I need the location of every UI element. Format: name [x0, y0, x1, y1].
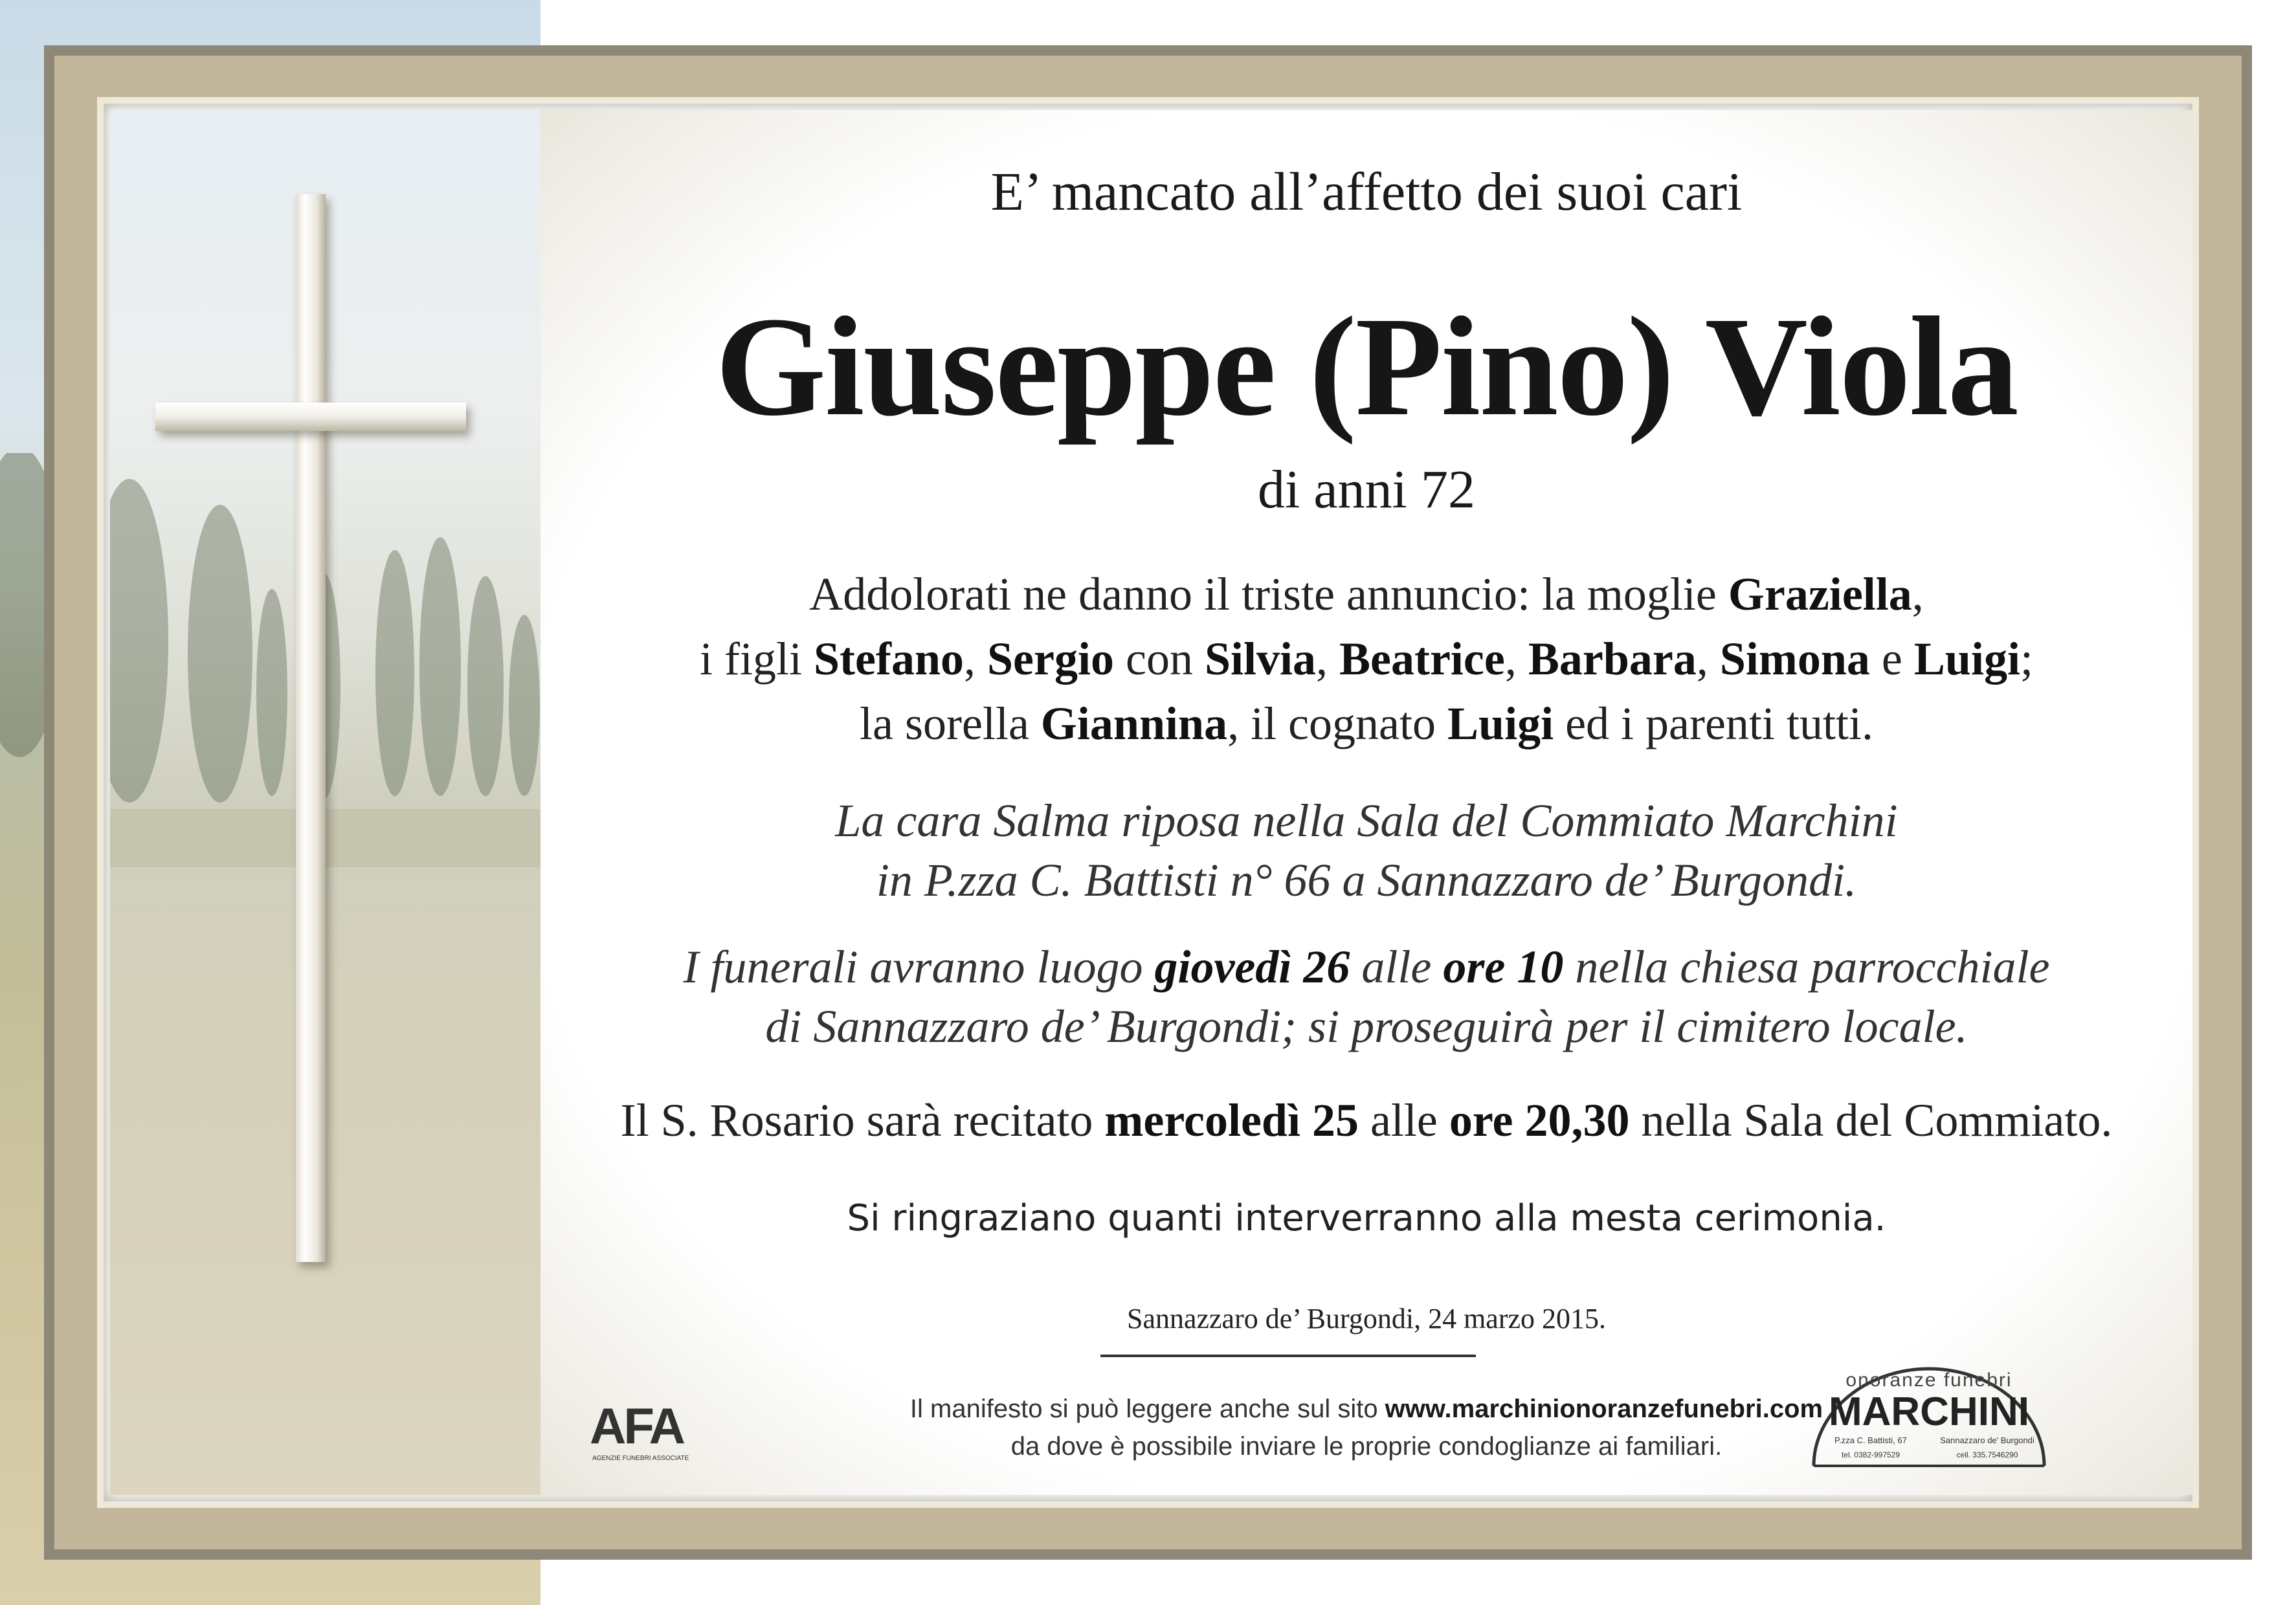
place-date: Sannazzaro de’ Burgondi, 24 marzo 2015.	[1126, 1303, 1607, 1334]
website-link[interactable]: www.marchinionoranzefunebri.com	[1385, 1395, 1823, 1423]
family-line-2: i figli Stefano, Sergio con Silvia, Beatrice, Barbara, Simona e Luigi;	[700, 633, 2033, 685]
cross-icon	[296, 194, 326, 1262]
funeral-info: I funerali avranno luogo giovedì 26 alle ore 10 nella chiesa parrocchiale di Sannazzaro de’ Burgondi; si proseguirà per il cimitero locale.	[683, 941, 2050, 1052]
afa-logo	[586, 1398, 709, 1469]
cross-icon-arm	[155, 403, 466, 431]
rosary-info: Il S. Rosario sarà recitato mercoledì 25 alle ore 20,30 nella Sala del Commiato.	[620, 1094, 2113, 1146]
family-line-1: Addolorati ne danno il triste annuncio: la moglie Graziella,	[809, 568, 1924, 620]
svg-text:cell. 335.7546290: cell. 335.7546290	[1956, 1450, 2018, 1459]
svg-text:tel. 0382-997529: tel. 0382-997529	[1841, 1450, 1900, 1459]
signature-divider	[1100, 1355, 1476, 1357]
family-name: Sergio	[987, 633, 1114, 685]
svg-text:onoranze funebri: onoranze funebri	[1845, 1369, 2012, 1391]
svg-text:AGENZIE FUNEBRI ASSOCIATE: AGENZIE FUNEBRI ASSOCIATE	[592, 1455, 689, 1462]
family-name: Luigi	[1447, 698, 1554, 749]
intro-text: E’ mancato all’affetto dei suoi cari	[990, 162, 1743, 222]
family-name: Simona	[1719, 633, 1870, 685]
svg-text:AFA: AFA	[590, 1398, 683, 1454]
thanks-text: Si ringraziano quanti interverranno alla mesta cerimonia.	[847, 1197, 1886, 1239]
age-text: di anni 72	[1258, 459, 1475, 520]
salma-info: La cara Salma riposa nella Sala del Commiato Marchini in P.zza C. Battisti n° 66 a Sannazzaro de’ Burgondi.	[835, 795, 1898, 906]
marchini-logo	[1806, 1346, 2052, 1476]
family-name: Silvia	[1204, 633, 1317, 685]
family-announcement	[541, 562, 2192, 756]
family-name: Giannina	[1040, 698, 1228, 749]
family-name: Graziella	[1728, 568, 1912, 620]
svg-text:P.zza C. Battisti, 67: P.zza C. Battisti, 67	[1834, 1435, 1907, 1445]
footer-text: Il manifesto si può leggere anche sul sito www.marchinionoranzefunebri.com da dove è possibile inviare le proprie condoglianze ai familiari.	[909, 1395, 1823, 1461]
family-name: Luigi	[1913, 633, 2020, 685]
deceased-name: Giuseppe (Pino) Viola	[715, 287, 2018, 445]
family-line-3: la sorella Giannina, il cognato Luigi ed i parenti tutti.	[860, 698, 1873, 749]
family-name: Beatrice	[1339, 633, 1505, 685]
family-name: Stefano	[814, 633, 964, 685]
svg-text:Sannazzaro de' Burgondi: Sannazzaro de' Burgondi	[1940, 1435, 2034, 1445]
svg-text:MARCHINI: MARCHINI	[1829, 1389, 2029, 1434]
family-name: Barbara	[1528, 633, 1697, 685]
